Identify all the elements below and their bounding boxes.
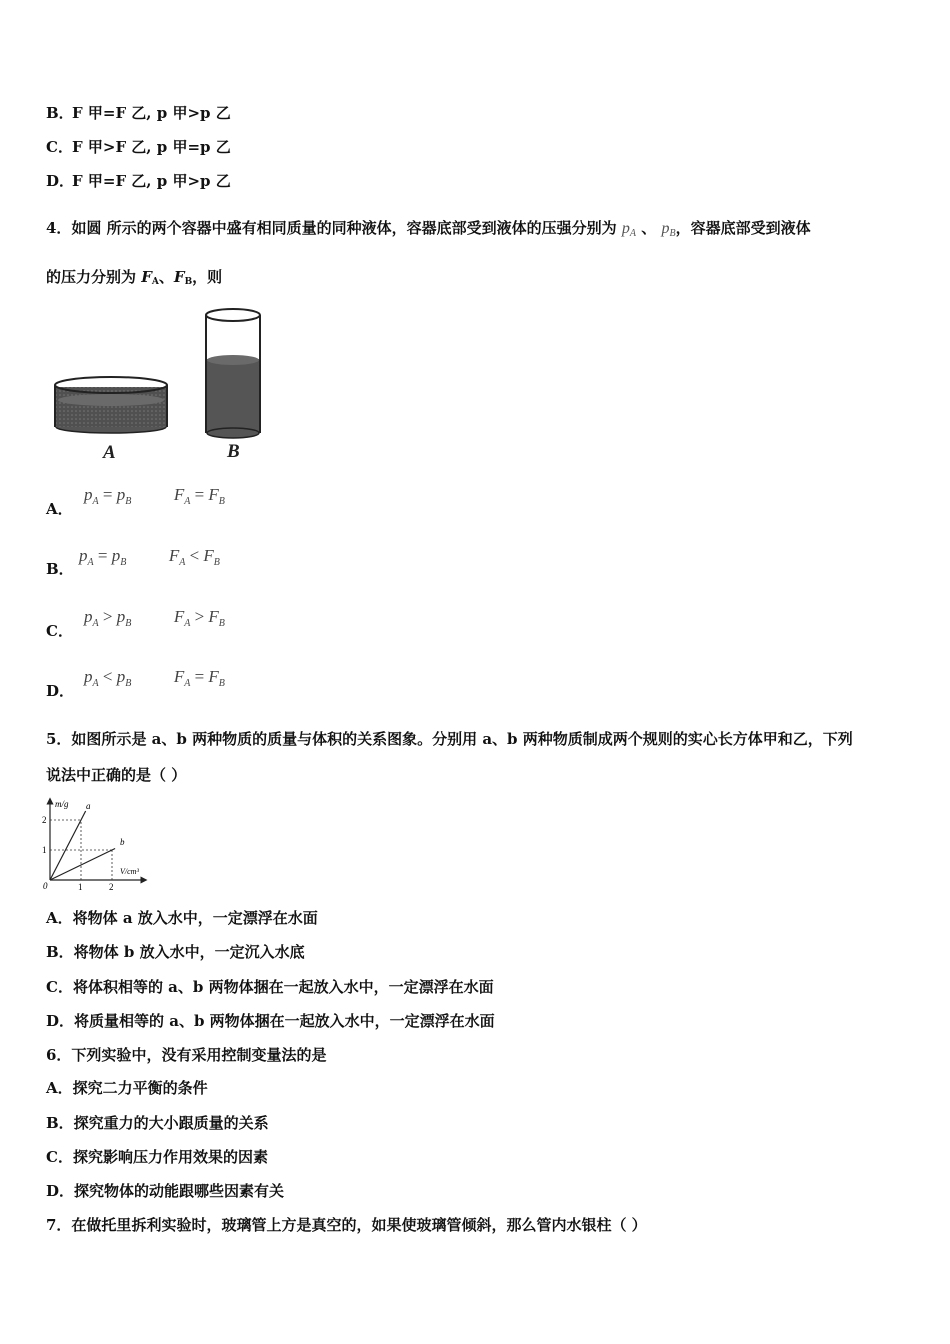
q4-pb-symbol: pB bbox=[661, 220, 676, 239]
q3-option-c-text: F 甲>F 乙, p 甲=p 乙 bbox=[72, 138, 231, 156]
q6-option-b: B．探究重力的大小跟质量的关系 bbox=[46, 1114, 269, 1132]
q3-option-c: C． bbox=[46, 138, 73, 156]
q5-option-b: B．将物体 b 放入水中，一定沉入水底 bbox=[46, 943, 305, 961]
q4-pa-symbol: pA bbox=[621, 220, 637, 239]
q3-option-d: D． bbox=[46, 172, 75, 190]
series-a-line bbox=[50, 811, 86, 880]
container-a-label: A bbox=[103, 442, 116, 463]
q4-stem-b: ，容器底部受到液体 bbox=[675, 219, 811, 237]
q3-option-b-text: F 甲=F 乙, p 甲>p 乙 bbox=[72, 104, 231, 122]
q6-option-c: C．探究影响压力作用效果的因素 bbox=[46, 1148, 268, 1166]
series-a-label: a bbox=[86, 801, 91, 811]
container-b-label: B bbox=[227, 441, 240, 462]
x-tick-2: 2 bbox=[109, 882, 114, 892]
x-tick-1: 1 bbox=[78, 882, 83, 892]
q3-option-b: B． bbox=[46, 104, 74, 122]
q4-stem-line2-end: ，则 bbox=[192, 268, 223, 286]
q5-stem-line2: 说法中正确的是（ ） bbox=[46, 766, 187, 784]
q4-number: 4． bbox=[46, 219, 72, 237]
series-b-line bbox=[50, 849, 115, 881]
x-tick-0: 0 bbox=[43, 881, 48, 891]
q4-containers-figure bbox=[50, 305, 275, 465]
q6-stem: 6．下列实验中，没有采用控制变量法的是 bbox=[46, 1046, 327, 1064]
y-tick-1: 1 bbox=[42, 845, 47, 855]
x-axis-label: V/cm³ bbox=[120, 867, 139, 876]
q4-option-a: A． bbox=[46, 500, 73, 518]
q4-stem-line2: 的压力分别为 $F_A$、$F_B$，则 bbox=[46, 268, 223, 287]
q4-stem-line2-text: 的压力分别为 bbox=[46, 268, 137, 286]
container-a bbox=[55, 377, 167, 433]
q4-option-d: D． bbox=[46, 682, 75, 700]
series-b-label: b bbox=[120, 837, 125, 847]
q6-option-d: D．探究物体的动能跟哪些因素有关 bbox=[46, 1182, 285, 1200]
q4-option-b-math: $p_A = p_B$ $F_A < F_B$ bbox=[79, 546, 220, 568]
q4-option-b: B． bbox=[46, 560, 74, 578]
q5-option-c: C．将体积相等的 a、b 两物体捆在一起放入水中，一定漂浮在水面 bbox=[46, 978, 494, 996]
mass-volume-graph bbox=[40, 797, 152, 892]
q7-stem: 7．在做托里拆利实验时，玻璃管上方是真空的，如果使玻璃管倾斜，那么管内水银柱（ ） bbox=[46, 1216, 647, 1234]
q4-stem-line1 bbox=[46, 218, 811, 244]
q4-option-c: C． bbox=[46, 622, 73, 640]
q4-sep: 、 bbox=[641, 219, 657, 237]
q4-option-d-math: $p_A < p_B$ $F_A = F_B$ bbox=[84, 667, 225, 689]
q6-option-a: A．探究二力平衡的条件 bbox=[46, 1079, 208, 1097]
container-b bbox=[206, 309, 260, 438]
q4-stem-a: 如圆 所示的两个容器中盛有相同质量的同种液体，容器底部受到液体的压强分别为 bbox=[71, 219, 617, 237]
y-tick-2: 2 bbox=[42, 815, 47, 825]
q5-option-a: A．将物体 a 放入水中，一定漂浮在水面 bbox=[46, 909, 318, 927]
y-axis-label: m/g bbox=[55, 799, 69, 809]
q4-option-a-math: $p_A = p_B$ $F_A = F_B$ bbox=[84, 485, 225, 507]
q5-option-d: D．将质量相等的 a、b 两物体捆在一起放入水中，一定漂浮在水面 bbox=[46, 1012, 495, 1030]
q4-option-c-math: $p_A > p_B$ $F_A > F_B$ bbox=[84, 607, 225, 629]
q3-option-d-text: F 甲=F 乙, p 甲>p 乙 bbox=[72, 172, 231, 190]
q5-stem-line1: 5．如图所示是 a、b 两种物质的质量与体积的关系图象。分别用 a、b 两种物质制成两个规则的实心长方体甲和乙，下列 bbox=[46, 730, 853, 748]
